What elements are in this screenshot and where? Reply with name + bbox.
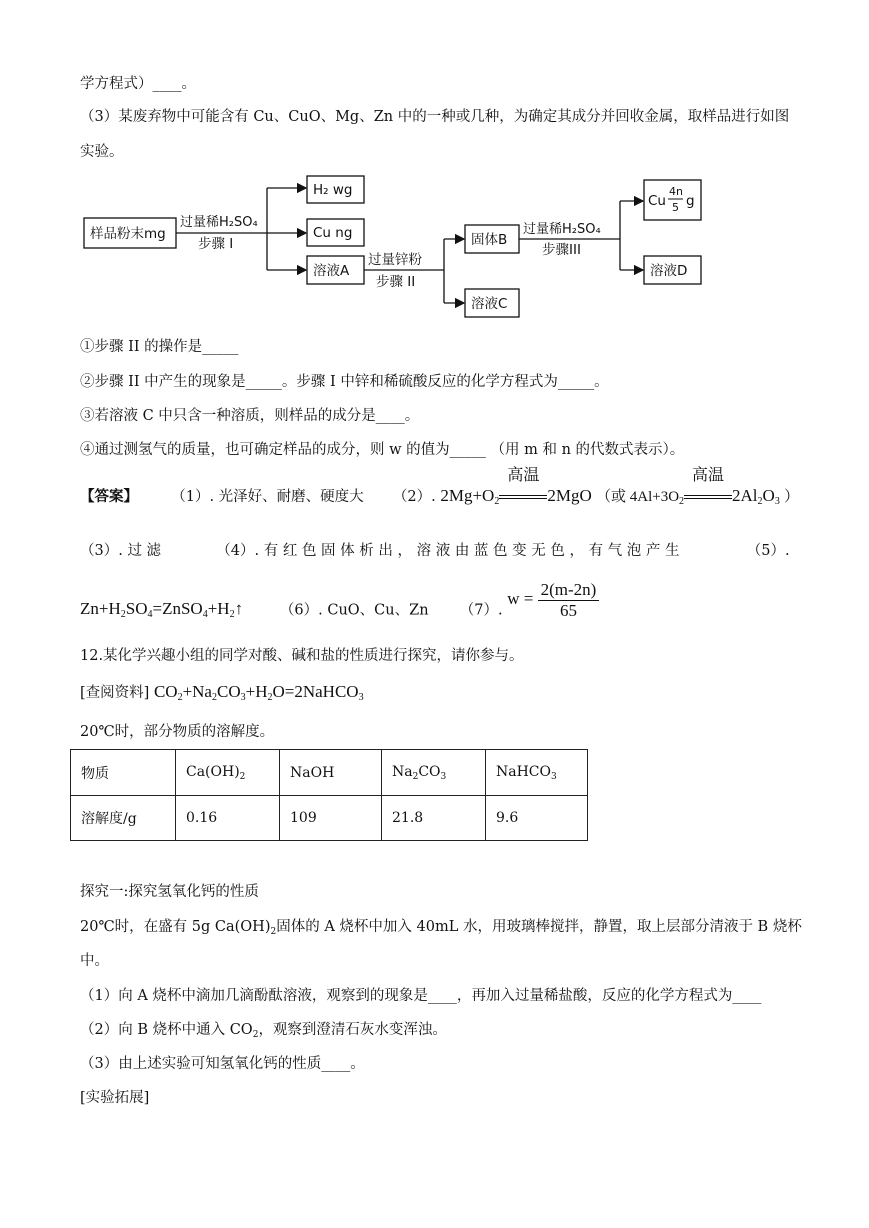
label-step3: 步骤III <box>542 242 581 258</box>
explore-1-para-end: 中。 <box>80 953 109 969</box>
reagent-step1: 过量稀H₂SO₄ <box>180 215 258 230</box>
node-h2: H₂ wg <box>313 182 353 198</box>
label-step1: 步骤 I <box>198 236 234 252</box>
answer-5-num: （5）. <box>746 543 790 559</box>
text-line: 学方程式）____。 <box>80 76 196 92</box>
explore-1-para: 20℃时，在盛有 5g $Ca(OH)_2$固体的 A 烧杯中加入 40mL 水，用玻璃棒搅拌，静置，取上层部分清液于 B 烧杯 <box>80 919 802 937</box>
table-cell: 0.16 <box>176 796 280 841</box>
answer-6: （6）. CuO、Cu、Zn <box>279 602 429 619</box>
table-cell: 9.6 <box>486 796 588 841</box>
node-cu: Cu ng <box>313 225 353 241</box>
question-3: ③若溶液 C 中只含一种溶质，则样品的成分是____。 <box>80 408 420 424</box>
node-sample: 样品粉末mg <box>90 226 166 242</box>
text-line: 实验。 <box>80 144 124 160</box>
node-solution-a: 溶液A <box>313 263 350 279</box>
table-cell: 109 <box>280 796 382 841</box>
reference-line: [查阅资料] $CO_2+Na_2CO_3+H_2O=2NaHCO_3$ <box>80 682 364 703</box>
node-cu-fraction-prefix: Cu <box>648 193 666 209</box>
reagent-step2: 过量锌粉 <box>368 252 422 268</box>
node-cu-fraction-unit: g <box>686 193 695 209</box>
answer-line-3 <box>80 580 599 631</box>
step-2: （2）向 B 烧杯中通入 $CO_2$，观察到澄清石灰水变浑浊。 <box>80 1022 447 1040</box>
solubility-table <box>70 749 588 841</box>
node-solution-c: 溶液C <box>471 296 508 312</box>
answer-line-1 <box>80 467 800 512</box>
step-1: （1）向 A 烧杯中滴加几滴酚酞溶液，观察到的现象是____，再加入过量稀盐酸，反应的化学方程式为____ <box>80 988 762 1004</box>
label-step2: 步骤 II <box>376 274 416 290</box>
table-cell: 物质 <box>71 750 176 796</box>
answer-label: 【答案】 <box>80 488 138 505</box>
answer-line-2 <box>80 541 790 561</box>
answer-7-num: （7）. <box>459 602 503 619</box>
answer-2-num: （2）. <box>392 489 436 505</box>
table-cell: NaHCO$_3$ <box>486 750 588 796</box>
table-cell: 21.8 <box>382 796 486 841</box>
experiment-extension: [实验拓展] <box>80 1090 150 1106</box>
step-3: （3）由上述实验可知氢氧化钙的性质____。 <box>80 1056 365 1072</box>
solubility-intro: 20℃时，部分物质的溶解度。 <box>80 724 275 740</box>
node-solution-d: 溶液D <box>650 263 688 279</box>
answer-3: （3）. 过 滤 <box>80 543 162 559</box>
table-cell: 溶解度/g <box>71 796 176 841</box>
question-2: ②步骤 II 中产生的现象是_____。步骤 I 中锌和稀硫酸反应的化学方程式为_____。 <box>80 374 609 390</box>
experiment-flow-diagram <box>80 168 720 320</box>
question-1: ①步骤 II 的操作是_____ <box>80 339 239 355</box>
table-row <box>71 750 588 796</box>
reagent-step3: 过量稀H₂SO₄ <box>523 222 601 237</box>
table-cell: $Na_2CO_3$ <box>382 750 486 796</box>
node-cu-fraction-den: 5 <box>672 201 679 214</box>
explore-1-title: 探究一:探究氢氧化钙的性质 <box>80 884 259 900</box>
text-line: （3）某废弃物中可能含有 Cu、CuO、Mg、Zn 中的一种或几种，为确定其成分并回收金属，取样品进行如图 <box>80 109 790 125</box>
answer-1: （1）. 光泽好、耐磨、硬度大 <box>171 489 364 505</box>
question-12-intro: 12.某化学兴趣小组的同学对酸、碱和盐的性质进行探究，请你参与。 <box>80 648 524 664</box>
table-row <box>71 796 588 841</box>
answer-7-formula: w = $\frac{2(m-2n)}{65}$ <box>507 589 599 608</box>
answer-2-equation: $2Mg+O_2$ 高温 2MgO （或 $4Al+3O_2$ 高温 $2Al_2O_3$ ） <box>440 467 800 507</box>
table-cell: $Ca(OH)_2$ <box>176 750 280 796</box>
answer-5-equation: $Zn+H_2SO_4=ZnSO_4+H_2↑$ <box>80 599 244 621</box>
node-cu-fraction-num: 4n <box>669 185 683 198</box>
node-solid-b: 固体B <box>471 232 508 248</box>
question-4: ④通过测氢气的质量，也可确定样品的成分，则 w 的值为_____ （用 m 和 n 的代数式表示）。 <box>80 442 685 458</box>
answer-4: （4）. 有 红 色 固 体 析 出 ， 溶 液 由 蓝 色 变 无 色 ， 有 气 泡 产 生 <box>216 543 680 559</box>
table-cell: NaOH <box>280 750 382 796</box>
